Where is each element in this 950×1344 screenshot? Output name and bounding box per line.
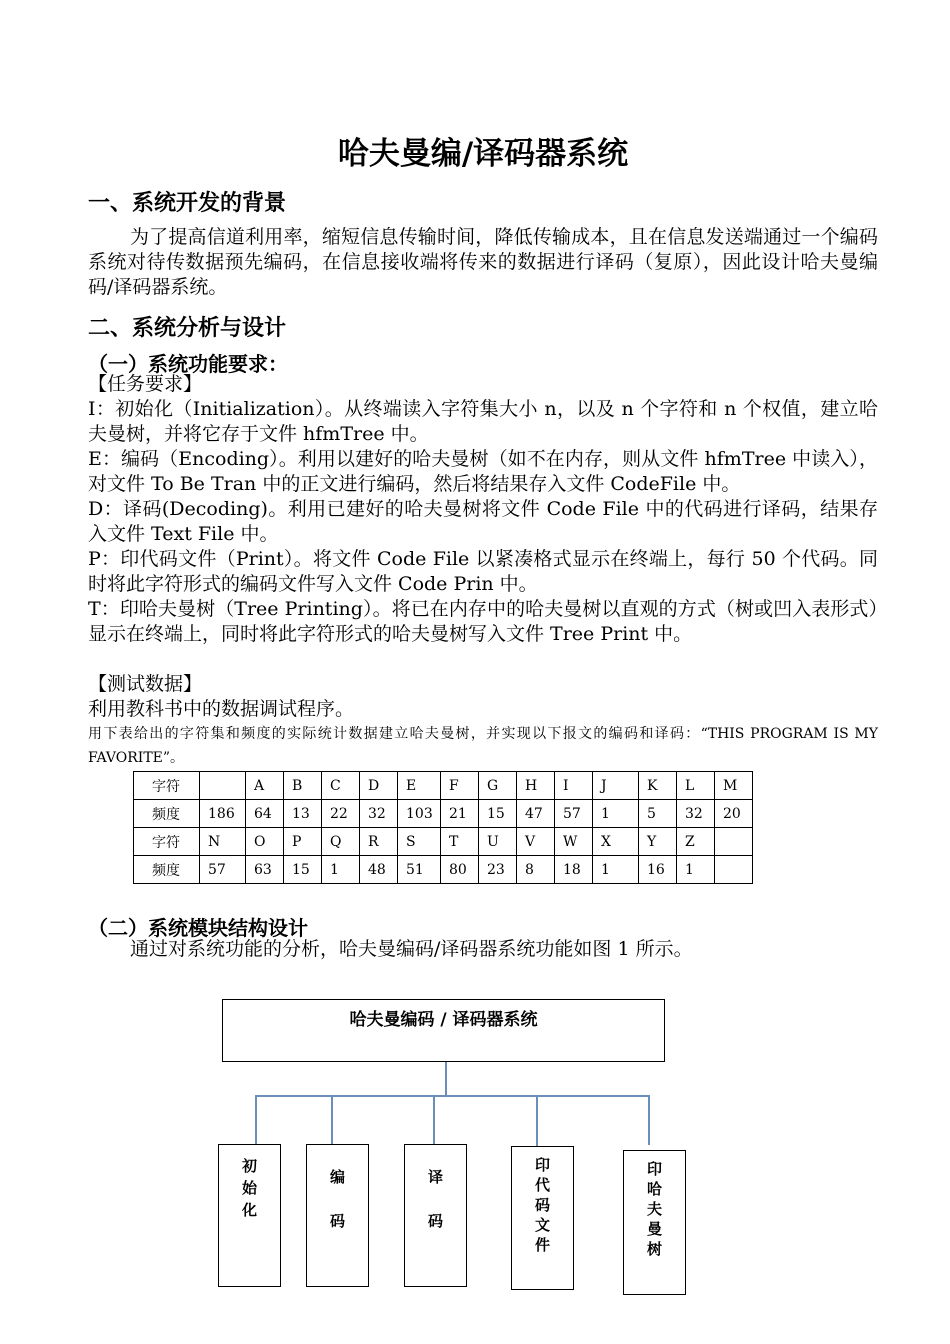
connector-branch bbox=[331, 1095, 333, 1145]
connector-branch bbox=[255, 1095, 257, 1145]
diagram-child-box bbox=[404, 1144, 467, 1287]
table-cell: 8 bbox=[517, 856, 555, 884]
connector-bus bbox=[255, 1095, 650, 1097]
table-row bbox=[134, 772, 753, 800]
table-cell: 字符 bbox=[134, 772, 200, 800]
diagram-child-box bbox=[623, 1150, 686, 1295]
task-label: 【任务要求】 bbox=[88, 373, 203, 395]
frequency-table bbox=[133, 771, 753, 884]
diagram-child-label: 译码 bbox=[427, 1168, 443, 1230]
table-cell: 32 bbox=[360, 800, 398, 828]
table-cell bbox=[715, 856, 753, 884]
table-cell: 80 bbox=[441, 856, 479, 884]
table-cell: M bbox=[715, 772, 753, 800]
task-item-t: T：印哈夫曼树（Tree Printing）。将已在内存中的哈夫曼树以直观的方式（树或凹入表形式）显示在终端上，同时将此字符形式的哈夫曼树写入文件 Tree Print 中。 bbox=[88, 598, 878, 645]
table-cell: S bbox=[398, 828, 441, 856]
table-cell: 32 bbox=[677, 800, 715, 828]
task-item-d: D：译码(Decoding)。利用已建好的哈夫曼树将文件 Code File 中的代码进行译码，结果存入文件 Text File 中。 bbox=[88, 498, 878, 545]
table-cell: L bbox=[677, 772, 715, 800]
table-cell: 1 bbox=[593, 800, 639, 828]
table-cell bbox=[200, 772, 246, 800]
diagram-child-label: 编码 bbox=[329, 1168, 345, 1230]
table-cell: 频度 bbox=[134, 800, 200, 828]
subsection2-paragraph: 通过对系统功能的分析，哈夫曼编码/译码器系统功能如图 1 所示。 bbox=[130, 938, 693, 960]
section2-heading: 二、系统分析与设计 bbox=[88, 315, 287, 341]
test-label: 【测试数据】 bbox=[88, 673, 203, 695]
table-cell: E bbox=[398, 772, 441, 800]
table-cell: 47 bbox=[517, 800, 555, 828]
task-item-e: E：编码（Encoding）。利用以建好的哈夫曼树（如不在内存，则从文件 hfmTree 中读入），对文件 To Be Tran 中的正文进行编码，然后将结果存入文件 CodeFile 中。 bbox=[88, 448, 878, 495]
table-cell: 103 bbox=[398, 800, 441, 828]
table-cell: F bbox=[441, 772, 479, 800]
table-cell: R bbox=[360, 828, 398, 856]
diagram-root-label: 哈夫曼编码 / 译码器系统 bbox=[349, 1010, 538, 1030]
table-cell: Z bbox=[677, 828, 715, 856]
section1-heading: 一、系统开发的背景 bbox=[88, 190, 287, 216]
table-cell: 字符 bbox=[134, 828, 200, 856]
connector-branch bbox=[648, 1095, 650, 1145]
table-cell: T bbox=[441, 828, 479, 856]
table-cell: C bbox=[322, 772, 360, 800]
table-row bbox=[134, 856, 753, 884]
subsection2-heading: （二）系统模块结构设计 bbox=[88, 916, 308, 940]
test-line-1: 利用教科书中的数据调试程序。 bbox=[88, 698, 355, 720]
diagram-child-label: 印哈夫曼树 bbox=[646, 1160, 662, 1258]
table-cell: 186 bbox=[200, 800, 246, 828]
table-cell: 15 bbox=[479, 800, 517, 828]
table-cell: K bbox=[639, 772, 677, 800]
table-cell: J bbox=[593, 772, 639, 800]
table-cell: 1 bbox=[593, 856, 639, 884]
table-cell: D bbox=[360, 772, 398, 800]
table-cell: 15 bbox=[284, 856, 322, 884]
table-row bbox=[134, 800, 753, 828]
connector-branch bbox=[536, 1095, 538, 1147]
table-cell: P bbox=[284, 828, 322, 856]
test-line-2: 用下表给出的字符集和频度的实际统计数据建立哈夫曼树，并实现以下报文的编码和译码：“THIS PROGRAM IS MY FAVORITE”。 bbox=[88, 726, 878, 766]
section1-paragraph: 为了提高信道利用率，缩短信息传输时间，降低传输成本，且在信息发送端通过一个编码系统对待传数据预先编码，在信息接收端将传来的数据进行译码（复原），因此设计哈夫曼编码/译码器系统。 bbox=[88, 226, 878, 298]
table-cell: G bbox=[479, 772, 517, 800]
task-item-i: I：初始化（Initialization）。从终端读入字符集大小 n，以及 n 个字符和 n 个权值，建立哈夫曼树，并将它存于文件 hfmTree 中。 bbox=[88, 398, 878, 445]
diagram-child-label: 初始化 bbox=[241, 1157, 257, 1219]
table-cell: U bbox=[479, 828, 517, 856]
diagram-child-label: 印代码文件 bbox=[534, 1156, 550, 1254]
table-cell: 64 bbox=[246, 800, 284, 828]
table-cell: 18 bbox=[555, 856, 593, 884]
table-cell: N bbox=[200, 828, 246, 856]
subsection1-heading: （一）系统功能要求： bbox=[88, 352, 288, 376]
table-cell: 22 bbox=[322, 800, 360, 828]
diagram-child-box bbox=[306, 1144, 369, 1287]
table-cell: 13 bbox=[284, 800, 322, 828]
table-cell: 21 bbox=[441, 800, 479, 828]
table-cell: 16 bbox=[639, 856, 677, 884]
table-cell: B bbox=[284, 772, 322, 800]
table-cell: 23 bbox=[479, 856, 517, 884]
connector-branch bbox=[433, 1095, 435, 1145]
table-cell: 1 bbox=[322, 856, 360, 884]
table-cell: 20 bbox=[715, 800, 753, 828]
table-cell: 1 bbox=[677, 856, 715, 884]
table-cell bbox=[715, 828, 753, 856]
table-cell: O bbox=[246, 828, 284, 856]
table-cell: Y bbox=[639, 828, 677, 856]
table-cell: 5 bbox=[639, 800, 677, 828]
table-cell: 63 bbox=[246, 856, 284, 884]
table-cell: X bbox=[593, 828, 639, 856]
table-cell: 48 bbox=[360, 856, 398, 884]
table-cell: H bbox=[517, 772, 555, 800]
table-cell: 57 bbox=[200, 856, 246, 884]
connector-trunk bbox=[445, 1062, 447, 1096]
document-title: 哈夫曼编/译码器系统 bbox=[337, 136, 629, 172]
table-cell: W bbox=[555, 828, 593, 856]
task-item-p: P：印代码文件（Print）。将文件 Code File 以紧凑格式显示在终端上，每行 50 个代码。同时将此字符形式的编码文件写入文件 Code Prin 中。 bbox=[88, 548, 878, 595]
table-cell: I bbox=[555, 772, 593, 800]
table-cell: 51 bbox=[398, 856, 441, 884]
table-cell: A bbox=[246, 772, 284, 800]
diagram-child-box bbox=[218, 1144, 281, 1287]
diagram-child-box bbox=[511, 1146, 574, 1290]
diagram-root-box bbox=[222, 999, 665, 1062]
table-cell: Q bbox=[322, 828, 360, 856]
table-cell: V bbox=[517, 828, 555, 856]
table-row bbox=[134, 828, 753, 856]
table-cell: 57 bbox=[555, 800, 593, 828]
table-cell: 频度 bbox=[134, 856, 200, 884]
